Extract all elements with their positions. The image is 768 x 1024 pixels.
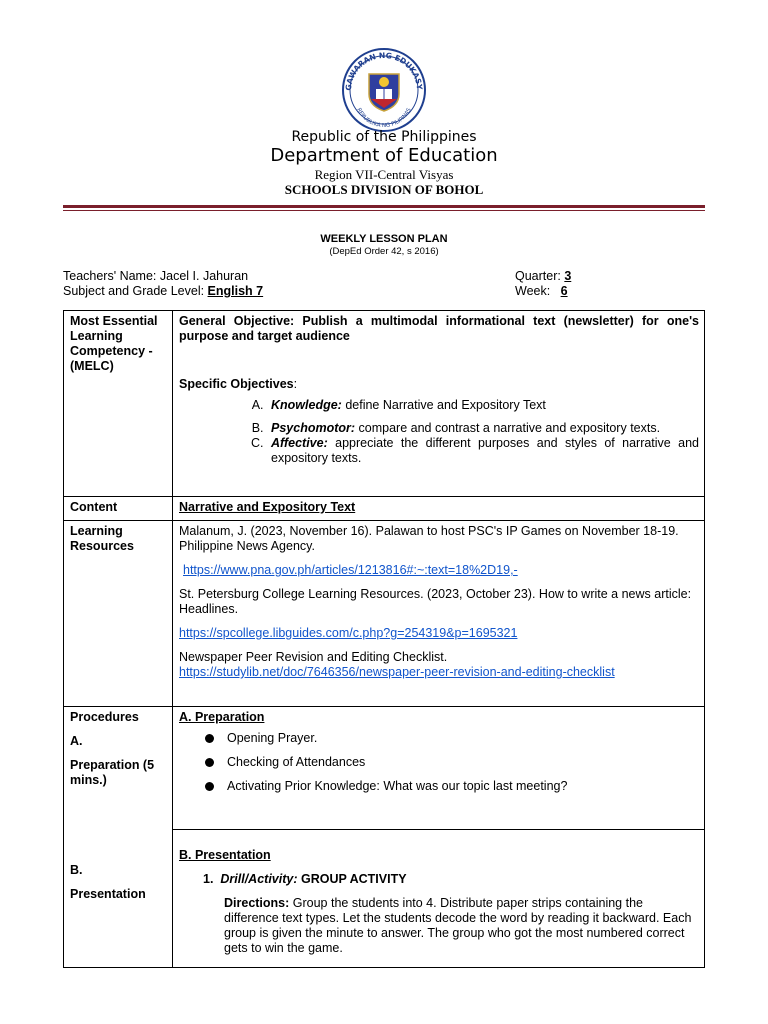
week: [515, 284, 568, 298]
objectives-list: [179, 398, 699, 466]
row-resources: [64, 521, 705, 707]
preparation-list: [179, 731, 699, 794]
preparation-cell: [173, 707, 705, 830]
subject-level: [63, 284, 263, 298]
step-b-name: Presentation: [70, 886, 146, 901]
preparation-item: Opening Prayer.: [205, 731, 699, 746]
bullet-icon: [205, 782, 214, 791]
procedures-label-cell: [64, 707, 173, 830]
republic-line: Republic of the Philippines: [291, 129, 477, 145]
step-b-letter: B.: [70, 862, 83, 877]
svg-text:KAGAWARAN NG EDUKASYON: GAWARAN NG EDUKASY: [343, 50, 425, 91]
week-value: 6: [560, 284, 568, 298]
bullet-icon: [205, 758, 214, 767]
objective-psychomotor: B. Psychomotor: compare and contrast a narrative and expository texts.: [267, 421, 699, 436]
melc-cell: [173, 311, 705, 497]
specific-objectives-heading: Specific Objectives:: [179, 377, 298, 391]
objective-affective: C. Affective: appreciate the different purposes and styles of narrative and expository texts.: [267, 436, 699, 466]
preparation-heading: A. Preparation: [179, 710, 265, 724]
quarter-value: 3: [564, 269, 572, 283]
subject-label: Subject and Grade Level:: [63, 284, 208, 298]
quarter: [515, 269, 571, 283]
reference-3: Newspaper Peer Revision and Editing Checklist.: [179, 650, 448, 664]
directions: Directions: Group the students into 4. Distribute paper strips containing the difference text types. Let the students decode the word by reading it backward. Each group is given the minute to answer. The group who got the most numbered correct gets to win the game.: [224, 896, 692, 955]
content-label: Content: [64, 497, 173, 521]
bullet-icon: [205, 734, 214, 743]
presentation-cell: [173, 830, 705, 968]
drill-activity: 1. Drill/Activity: GROUP ACTIVITY: [203, 872, 407, 886]
resources-label: Learning Resources: [64, 521, 173, 707]
objective-knowledge: A. Knowledge: define Narrative and Expository Text: [267, 398, 699, 413]
resources-cell: [173, 521, 705, 707]
quarter-label: Quarter:: [515, 269, 565, 283]
svg-text:REPUBLIKA NG PILIPINAS: REPUBLIKA NG PILIPINAS: [355, 107, 413, 129]
plan-subtitle: (DepEd Order 42, s 2016): [329, 246, 439, 257]
subject-value: English 7: [207, 284, 264, 298]
division-line: SCHOOLS DIVISION OF BOHOL: [284, 182, 484, 197]
general-objective: General Objective: Publish a multimodal informational text (newsletter) for one's purpose and target audience: [179, 314, 699, 343]
header-rule-thick: [63, 205, 705, 208]
plan-title: WEEKLY LESSON PLAN: [320, 233, 448, 245]
week-label: Week:: [515, 284, 561, 298]
reference-link-1[interactable]: https://www.pna.gov.ph/articles/1213816#:~:text=18%2D19,-: [183, 563, 518, 577]
row-presentation: [64, 830, 705, 968]
step-a-name: Preparation (5 mins.): [70, 758, 155, 787]
step-b-cell: [64, 830, 173, 968]
melc-label: Most Essential Learning Competency - (MELC): [64, 311, 173, 497]
content-cell: [173, 497, 705, 521]
presentation-heading: B. Presentation: [179, 848, 271, 862]
procedures-label: Procedures: [70, 710, 139, 724]
deped-seal: [324, 48, 444, 132]
preparation-item: Activating Prior Knowledge: What was our topic last meeting?: [205, 779, 699, 794]
reference-1: Malanum, J. (2023, November 16). Palawan to host PSC's IP Games on November 18-19. Philippine News Agency.: [179, 524, 679, 553]
reference-link-3[interactable]: https://studylib.net/doc/7646356/newspaper-peer-revision-and-editing-checklist: [179, 665, 615, 679]
preparation-item: Checking of Attendances: [205, 755, 699, 770]
lesson-plan-table: [63, 310, 705, 968]
row-melc: [64, 311, 705, 497]
department-line: Department of Education: [270, 145, 498, 166]
content-value: Narrative and Expository Text: [179, 500, 356, 514]
reference-2: St. Petersburg College Learning Resources. (2023, October 23). How to write a news article: Headlines.: [179, 587, 692, 616]
teacher-value: Jacel I. Jahuran: [159, 269, 249, 283]
reference-link-2[interactable]: https://spcollege.libguides.com/c.php?g=254319&p=1695321: [179, 626, 518, 640]
step-a-letter: A.: [70, 734, 83, 748]
teacher-label: Teachers' Name:: [63, 269, 160, 283]
header-rule-thin: [63, 210, 705, 211]
teacher-name: [63, 269, 248, 283]
row-preparation: [64, 707, 705, 830]
row-content: [64, 497, 705, 521]
region-line: Region VII-Central Visyas: [314, 167, 454, 182]
